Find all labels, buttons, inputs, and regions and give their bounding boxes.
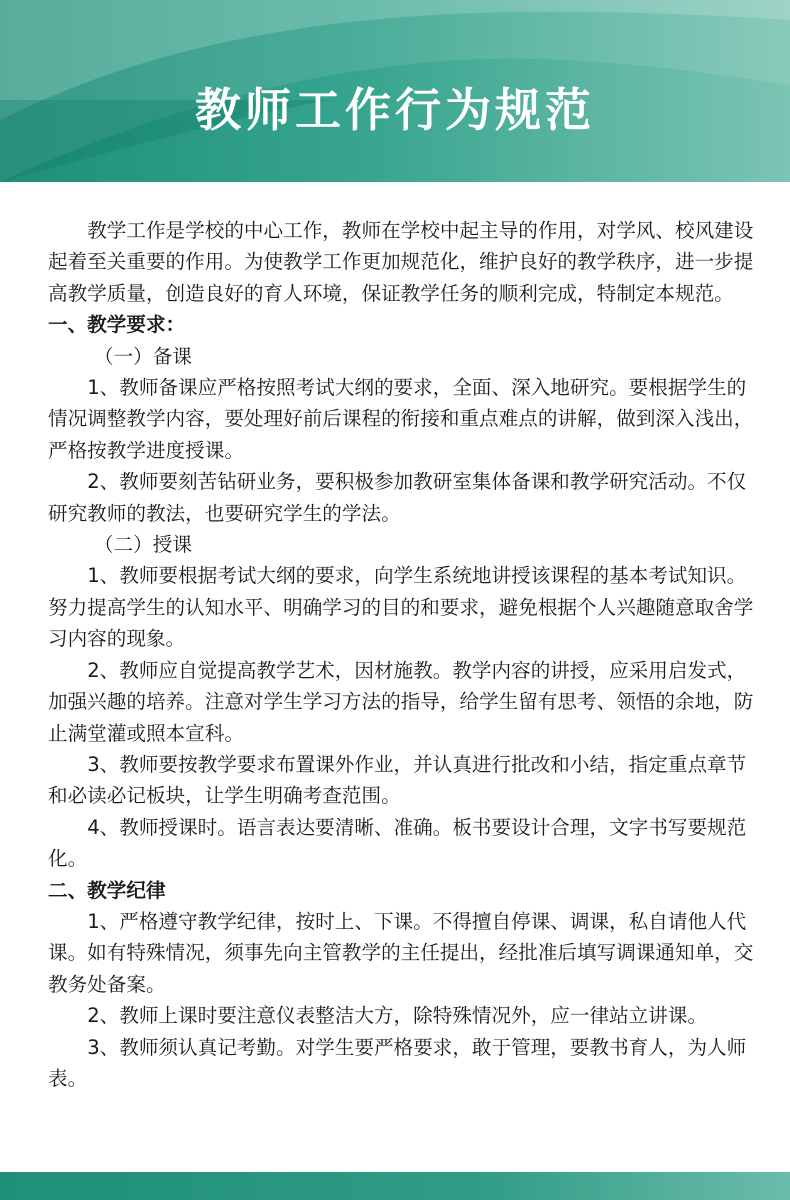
list-item: 4、教师授课时。语言表达要清晰、准确。板书要设计合理，文字书写要规范化。 (48, 815, 747, 871)
list-item: 2、教师上课时要注意仪表整洁大方，除特殊情况外，应一律站立讲课。 (87, 1004, 708, 1028)
list-item: 1、教师要根据考试大纲的要求，向学生系统地讲授该课程的基本考试知识。努力提高学生的认知水平、明确学习的目的和要求，避免根据个人兴趣随意取舍学习内容的现象。 (48, 564, 754, 651)
list-item: 1、教师备课应严格按照考试大纲的要求，全面、深入地研究。要根据学生的情况调整教学内容，要处理好前后课程的衔接和重点难点的讲解，做到深入浅出，严格按教学进度授课。 (48, 376, 754, 462)
intro-paragraph: 教学工作是学校的中心工作，教师在学校中起主导的作用，对学风、校风建设起着至关重要的作用。为使教学工作更加规范化，维护良好的教学秩序，进一步提高教学质量，创造良好的育人环境，保证教学任务的顺利完成，特制定本规范。 (48, 219, 754, 305)
document-body (48, 215, 754, 1094)
section-heading: 一、教学要求： (48, 313, 186, 337)
list-item: 2、教师要刻苦钻研业务，要积极参加教研室集体备课和教学研究活动。不仅研究教师的教法，也要研究学生的学法。 (48, 470, 747, 525)
header-banner (0, 0, 790, 182)
page-title: 教师工作行为规范 (195, 83, 595, 137)
list-item: 1、严格遵守教学纪律，按时上、下课。不得擅自停课、调课，私自请他人代课。如有特殊情况，须事先向主管教学的主任提出，经批准后填写调课通知单，交教务处备案。 (48, 909, 754, 996)
subsection-title: （一）备课 (94, 344, 192, 368)
subsection-title: （二）授课 (94, 533, 192, 557)
list-item: 2、教师应自觉提高教学艺术，因材施教。教学内容的讲授，应采用启发式，加强兴趣的培养。注意对学生学习方法的指导，给学生留有思考、领悟的余地，防止满堂灌或照本宣科。 (48, 658, 754, 745)
footer-bar (0, 1172, 790, 1200)
list-item: 3、教师要按教学要求布置课外作业，并认真进行批改和小结，指定重点章节和必读必记板块，让学生明确考查范围。 (48, 752, 747, 808)
list-item: 3、教师须认真记考勤。对学生要严格要求，敢于管理，要教书育人，为人师表。 (48, 1035, 747, 1090)
section-heading: 二、教学纪律 (48, 878, 166, 902)
